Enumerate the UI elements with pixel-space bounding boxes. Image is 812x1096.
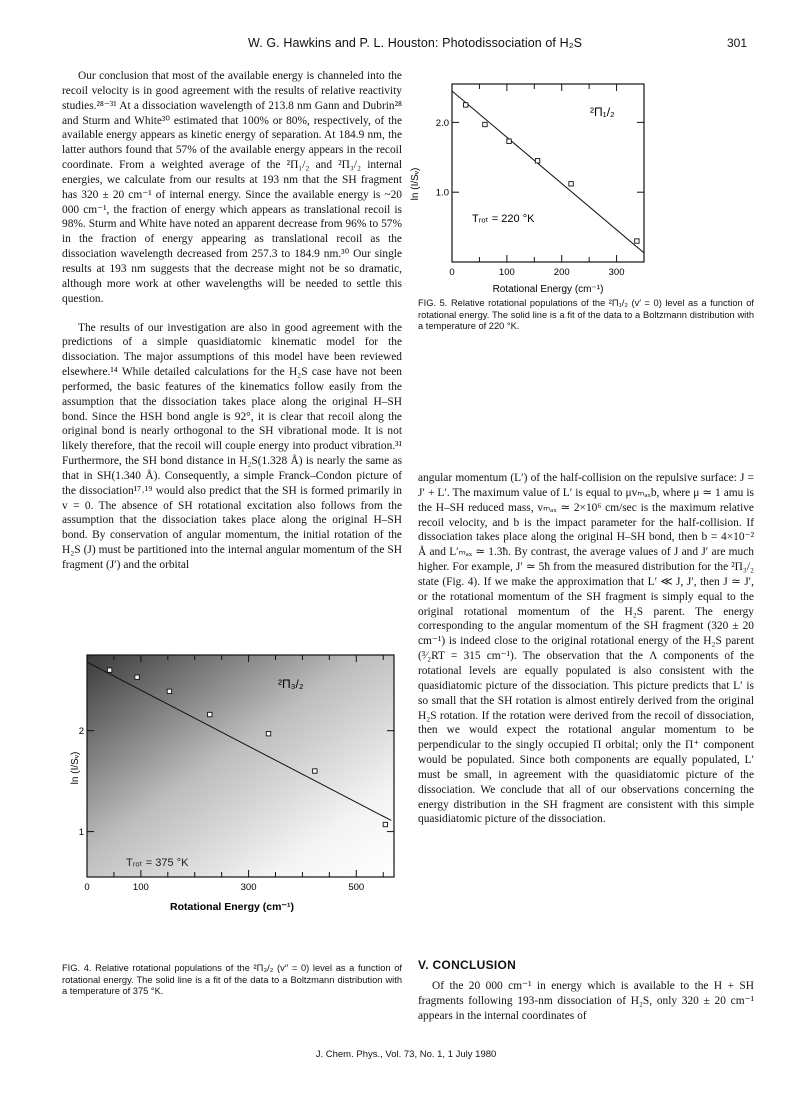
figure-5-y-label: ln (I/Sᵥ) [410,167,421,201]
figure-5-x-tick-label: 100 [498,267,515,278]
figure-5-data-point [507,139,511,143]
left-column [62,69,402,573]
figure-5-data-point [464,103,468,107]
figure-5 [412,78,762,298]
figure-4-x-label: Rotational Energy (cm⁻¹) [170,901,294,913]
figure-4-data-point [313,769,317,773]
page-number: 301 [727,36,748,50]
figure-5-data-point [535,159,539,163]
right-column [418,471,754,827]
conclusion-paragraph: Of the 20 000 cm⁻¹ in energy which is available to the H + SH fragments following 193-nm dissociation of H₂S, only 320 ± 20 cm⁻¹ appears in the internal coordinates of [418,980,754,1022]
figure-5-chart [412,78,762,298]
figure-4-x-tick-label: 100 [132,882,149,893]
figure-4-caption: FIG. 4. Relative rotational populations of the ²Π₃/₂ (v′′ = 0) level as a function of rotational energy. The solid line is a fit of the data to a Boltzmann distribution with a temperature of 375 °K. [62,963,402,997]
figure-5-data-point [483,122,487,126]
running-head: W. G. Hawkins and P. L. Houston: Photodissociation of H₂S [248,36,583,50]
right-paragraph-1: angular momentum (L′) of the half-collision on the repulsive surface: J = J′ + L′. The maximum value of L′ is equal to μvₘₐₓb, where μ ≃ 1 amu is the H–SH reduced mass, vₘₐₓ ≃ 2×10⁶ cm/sec is the maximum relative recoil velocity, and b is the impact parameter for the half-collision. If dissociation takes place along the original H–SH bond, then b = 4×10⁻² Å and L′ₘₐₓ ≃ 1.3ħ. By contrast, the average values of J and J′ are much higher. For example, J′ ≃ 5ħ from the measured distribution for the ²Π₃/₂ state (Fig. 4). If we make the approximation that L′ ≪ J, J′, then J ≃ J′, or the rotational momentum of the SH fragment is simply equal to the original rotational momentum of the H₂S parent. The energy corresponding to the angular momentum of the SH fragment (320 ± 20 cm⁻¹) is indeed close to the original rotational energy of the H₂S parent (³⁄₂RT = 315 cm⁻¹). The observation that the Λ components of the rotational levels are equally populated is also consistent with the quasidiatomic picture of the dissociation. This picture predicts that L′ is so small that the SH rotation is almost entirely derived from the original H₂S rotation. If the rotation were derived from the recoil of dissociation, then we would expect the rotational angular momentum to be perpendicular to the singly occupied Π orbital; only the Π⁺ component would be populated. Since both components are equally populated, L′ must be small, in agreement with the quasidiatomic picture of the dissociation. We conclude that all of our observations concerning the energy distribution in the SH fragment are consistent with this simple quasidiatomic picture of the dissociation. [418,472,754,826]
figure-5-frame [452,84,644,262]
figure-5-x-tick-label: 300 [608,267,625,278]
figure-4-y-tick-label: 1 [78,827,84,839]
figure-4-y-label: ln (I/Sᵥ) [70,751,81,785]
figure-4-state-label: ²Π₃/₂ [278,677,304,691]
figure-5-trot-label: Tᵣₒₜ = 220 °K [472,213,535,225]
figure-4-data-point [167,689,171,693]
figure-4-x-tick-label: 0 [84,882,90,893]
figure-5-data-point [569,182,573,186]
figure-4-data-point [383,822,387,826]
figure-4-data-point [107,668,111,672]
figure-4-data-point [208,712,212,716]
left-paragraph-2: The results of our investigation are also in good agreement with the predictions of a simple quasidiatomic kinematic model for the dissociation. The major assumptions of this model have been reviewed elsewhere.¹⁴ While detailed calculations for the H₂S case have not been performed, the basic features of the kinematics follow easily from the assumption that the dissociation takes place along the original H–SH bond. Since the HSH bond angle is 92°, it is clear that recoil along the original bond is nearly orthogonal to the SH vibrational mode. It is not likely therefore, that the recoil will couple energy into product vibration.³¹ Furthermore, the SH bond distance in H₂S(1.328 Å) is nearly the same as that in SH(1.340 Å). Consequently, a simple Franck–Condon picture of the dissociation¹⁷˒¹⁹ would also predict that the SH is formed primarily in v = 0. The absence of SH rotational excitation also follows from the assumption that the dissociation takes place along the original H–SH bond. By conservation of angular momentum, the initial rotation of the H₂S (J) must be partitioned into the internal angular momentum of the SH fragment (J′) and the orbital [62,321,402,571]
left-paragraph-1: Our conclusion that most of the available energy is channeled into the recoil velocity is in good agreement with the results of relative reactivity studies.²⁸⁻³¹ At a dissociation wavelength of 213.8 nm Gann and Dubrin²⁸ and Sturm and White³⁰ estimated that 100% or 80%, respectively, of the available energy appears as kinetic energy of separation. At 184.9 nm, the latter authors found that 57% of the available energy appears in the recoil coordinate. From a weighted average of the ²Π₁/₂ and ²Π₃/₂ internal energies, we calculate from our results at 193 nm that the SH fragment has 320 ± 20 cm⁻¹ of internal energy. Since the available energy is ~20 000 cm⁻¹, the fraction of energy which appears as translational recoil is 98%. Sturm and White have noted an apparent decrease from 96% to 57% in the fraction of energy appearing as translational recoil as the dissociation wavelength decreased from 257.3 to 184.9 nm.³⁰ Our single results at 193 nm suggests that the decrease might not be so dramatic, although more work at other wavelengths will be needed to settle this question. [62,70,402,305]
figure-5-data-point [635,239,639,243]
figure-5-x-tick-label: 0 [449,267,455,278]
figure-4-data-point [135,675,139,679]
page-header [0,36,812,56]
page-footer: J. Chem. Phys., Vol. 73, No. 1, 1 July 1980 [315,1049,497,1060]
figure-5-y-tick-label: 1.0 [435,187,449,199]
figure-4-data-point [266,732,270,736]
figure-5-x-tick-label: 200 [553,267,570,278]
figure-5-x-label: Rotational Energy (cm⁻¹) [492,284,604,295]
figure-4-chart [66,648,416,958]
figure-4-y-tick-label: 2 [78,726,84,738]
section-heading: V. CONCLUSION [418,958,517,972]
figure-4-x-tick-label: 500 [348,882,365,893]
figure-5-caption: FIG. 5. Relative rotational populations of the ²Π₁/₂ (v′ = 0) level as a function of rotational energy. The solid line is a fit of the data to a Boltzmann distribution with a temperature of 220 °K. [418,298,754,332]
figure-5-fit-line [452,91,644,253]
figure-4-trot-label: Tᵣₒₜ = 375 °K [126,857,189,869]
figure-4 [66,648,416,958]
figure-4-frame [87,655,394,877]
figure-5-y-tick-label: 2.0 [435,117,449,129]
figure-4-x-tick-label: 300 [240,882,257,893]
figure-5-state-label: ²Π₁/₂ [590,105,615,119]
